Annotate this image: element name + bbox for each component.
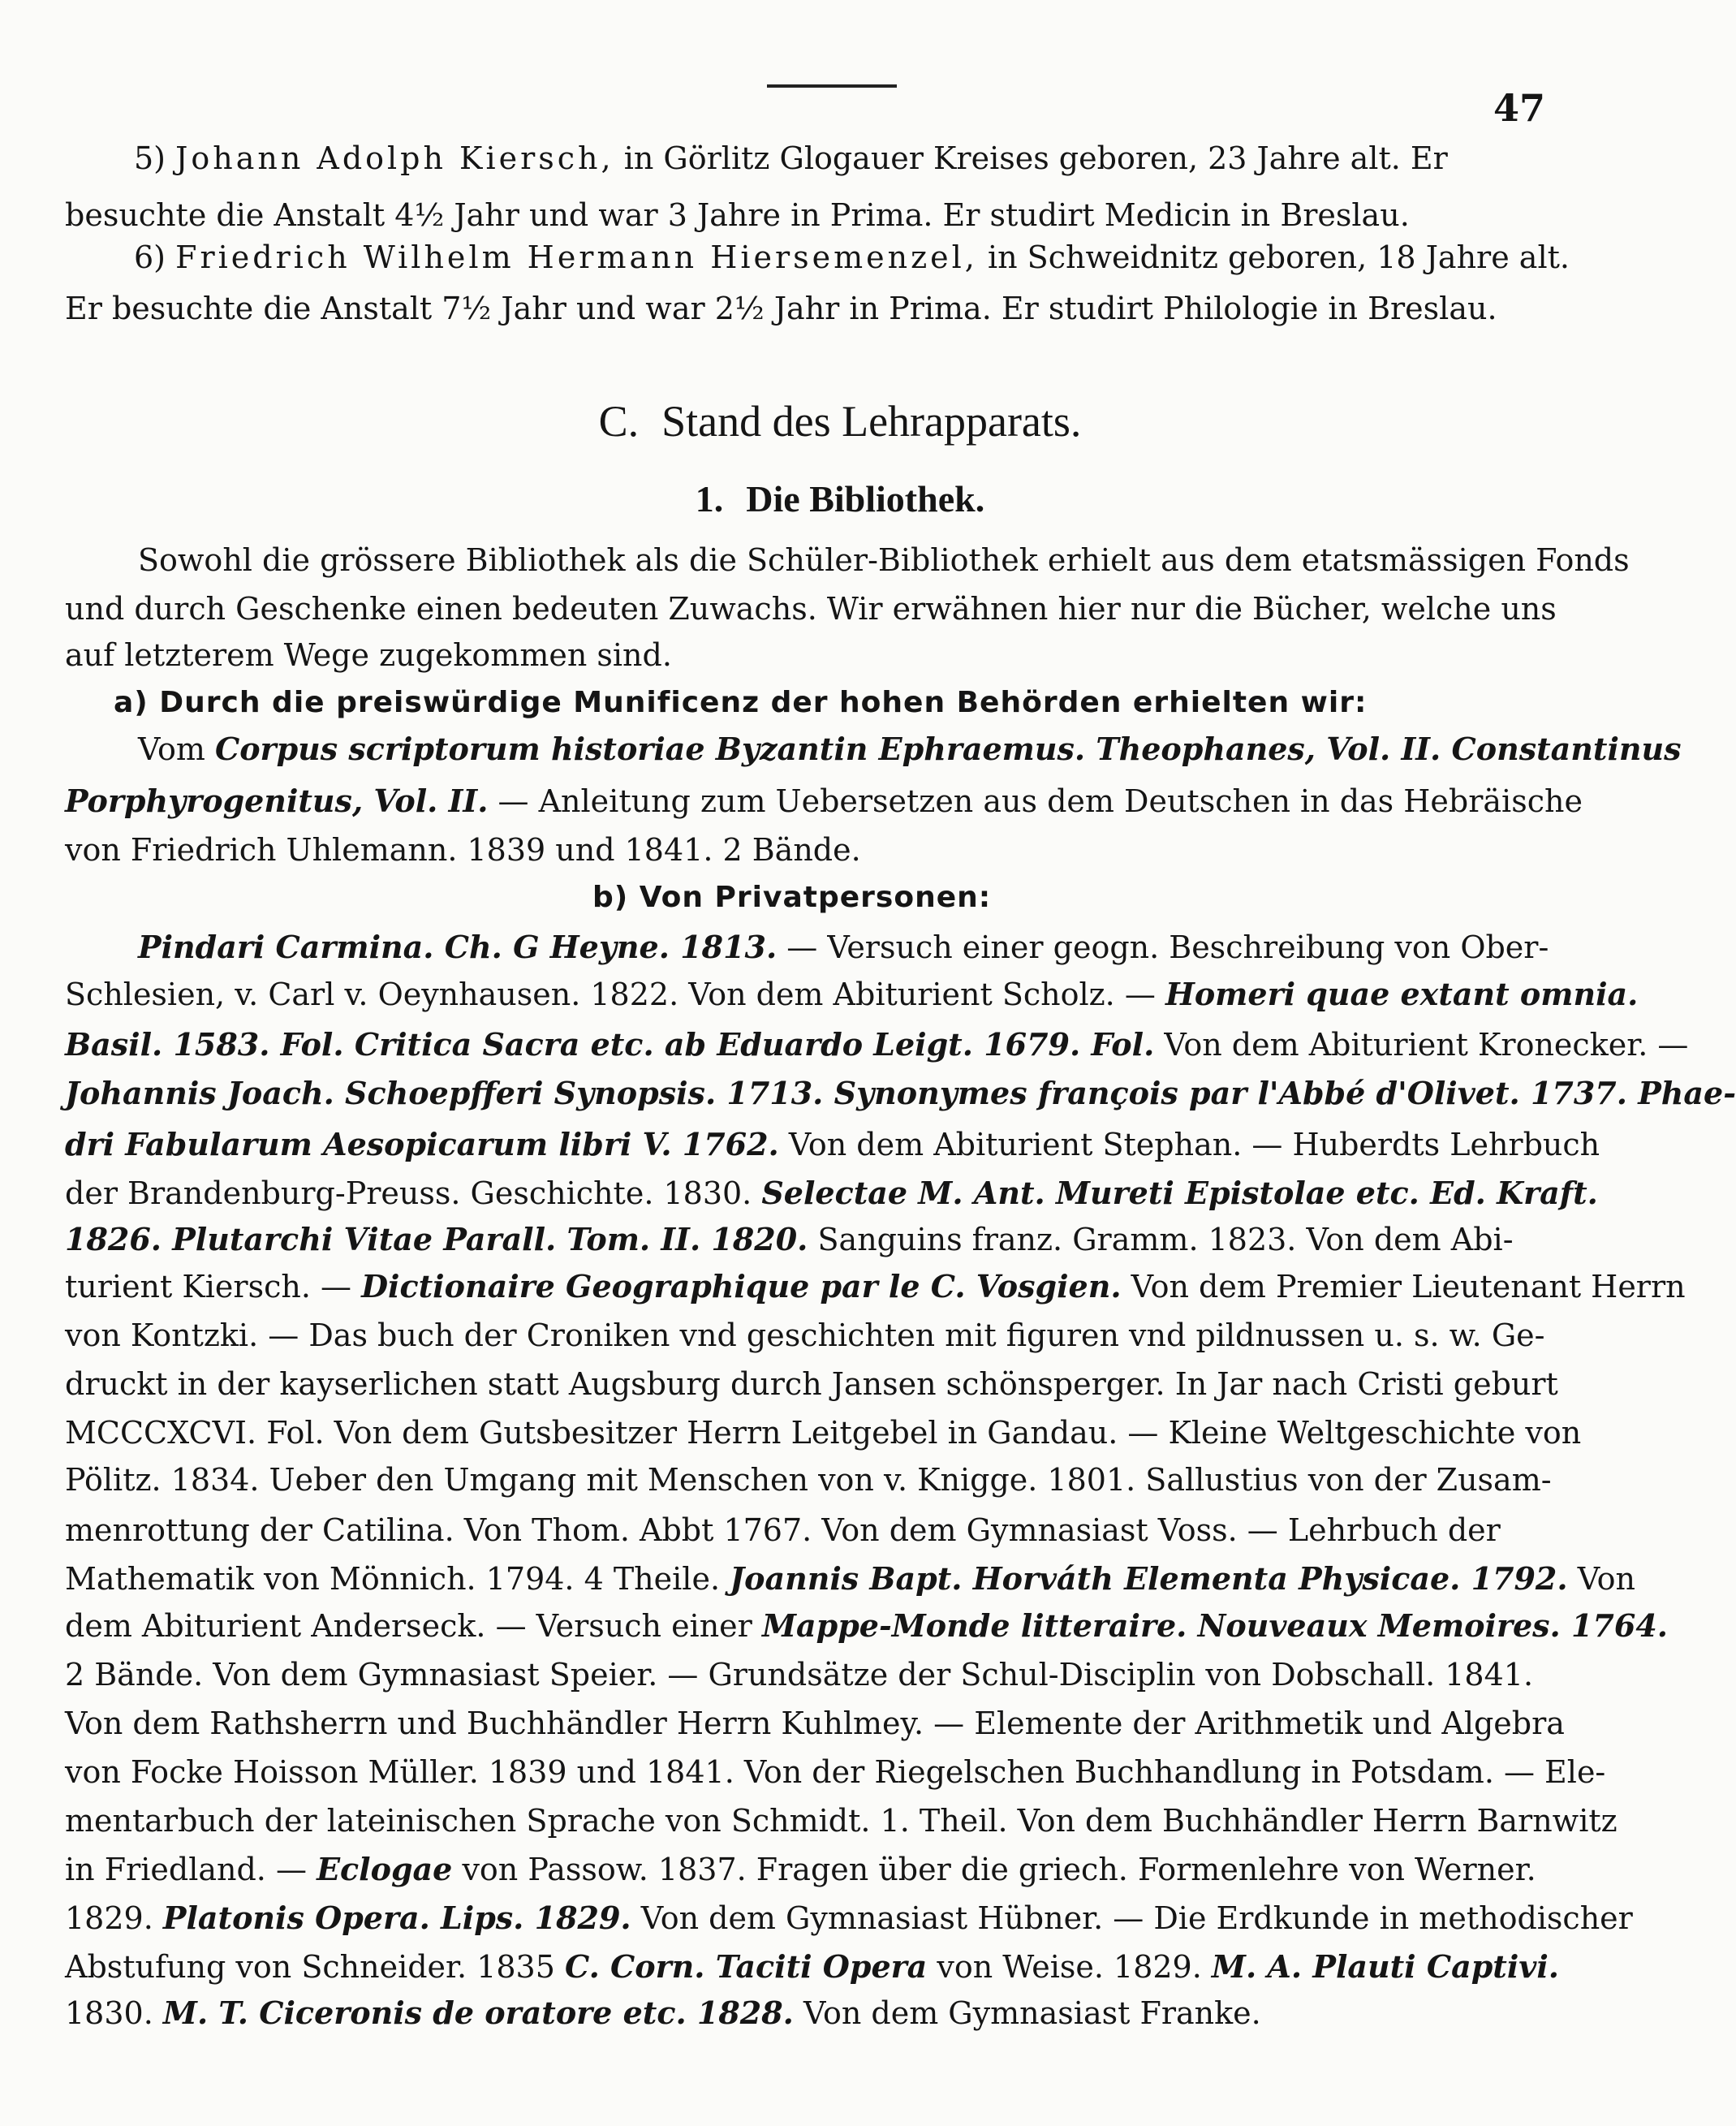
intro-line-2: und durch Geschenke einen bedeuten Zuwachs. Wir erwähnen hier nur die Bücher, welche uns bbox=[65, 591, 1557, 627]
part-a-line-2: Porphyrogenitus, Vol. II. — Anleitung zum Uebersetzen aus dem Deutschen in das Hebräische bbox=[65, 783, 1583, 819]
part-b-line-14: Mathematik von Mönnich. 1794. 4 Theile. Joannis Bapt. Horváth Elementa Physicae. 1792. Von bbox=[65, 1560, 1635, 1597]
intro-line-3: auf letzterem Wege zugekommen sind. bbox=[65, 637, 672, 673]
part-b-line-19: mentarbuch der lateinischen Sprache von Schmidt. 1. Theil. Von dem Buchhändler Herrn Barnwitz bbox=[65, 1803, 1618, 1839]
part-b-line-15: dem Abiturient Anderseck. — Versuch einer Mappe-Monde litteraire. Nouveaux Memoires. 1764. bbox=[65, 1607, 1668, 1644]
part-b-line-5: dri Fabularum Aesopicarum libri V. 1762. Von dem Abiturient Stephan. — Huberdts Lehrbuch bbox=[65, 1126, 1600, 1162]
part-b-line-11: MCCCXCVI. Fol. Von dem Gutsbesitzer Herrn Leitgebel in Gandau. — Kleine Weltgeschichte von bbox=[65, 1415, 1582, 1451]
entry-6-line-2: Er besuchte die Anstalt 7½ Jahr und war 2½ Jahr in Prima. Er studirt Philologie in Breslau. bbox=[65, 291, 1497, 326]
part-b-line-13: menrottung der Catilina. Von Thom. Abbt 1767. Von dem Gymnasiast Voss. — Lehrbuch der bbox=[65, 1512, 1501, 1548]
part-b-line-10: druckt in der kayserlichen statt Augsburg durch Jansen schönsperger. In Jar nach Cristi geburt bbox=[65, 1366, 1558, 1402]
subsection-heading: 1. Die Bibliothek. bbox=[695, 478, 985, 520]
entry-5-line-1: 5) Johann Adolph Kiersch, in Görlitz Glogauer Kreises geboren, 23 Jahre alt. Er bbox=[134, 140, 1448, 176]
part-b-line-7: 1826. Plutarchi Vitae Parall. Tom. II. 1820. Sanguins franz. Gramm. 1823. Von dem Abi- bbox=[65, 1221, 1514, 1257]
section-heading: C. Stand des Lehrapparats. bbox=[598, 397, 1082, 446]
part-b-line-18: von Focke Hoisson Müller. 1839 und 1841. Von der Riegelschen Buchhandlung in Potsdam. — Ele- bbox=[65, 1754, 1606, 1790]
part-b-line-8: turient Kiersch. — Dictionaire Geographique par le C. Vosgien. Von dem Premier Lieutenant Herrn bbox=[65, 1268, 1686, 1304]
entry-5-name: Johann Adolph Kiersch, bbox=[175, 140, 614, 176]
part-b-line-6: der Brandenburg-Preuss. Geschichte. 1830. Selectae M. Ant. Mureti Epistolae etc. Ed. Kraft. bbox=[65, 1175, 1598, 1211]
part-a-line-3: von Friedrich Uhlemann. 1839 und 1841. 2 Bände. bbox=[65, 832, 861, 868]
part-b-line-3: Basil. 1583. Fol. Critica Sacra etc. ab Eduardo Leigt. 1679. Fol. Von dem Abiturient Kronecker. — bbox=[65, 1026, 1689, 1063]
part-b-line-22: Abstufung von Schneider. 1835 C. Corn. Taciti Opera von Weise. 1829. M. A. Plauti Captivi. bbox=[65, 1948, 1560, 1985]
part-b-line-1: Pindari Carmina. Ch. G Heyne. 1813. — Versuch einer geogn. Beschreibung von Ober- bbox=[138, 929, 1549, 965]
part-b-line-21: 1829. Platonis Opera. Lips. 1829. Von dem Gymnasiast Hübner. — Die Erdkunde in methodischer bbox=[65, 1900, 1633, 1936]
entry-6-line-1: 6) Friedrich Wilhelm Hermann Hiersemenzel, in Schweidnitz geboren, 18 Jahre alt. bbox=[134, 239, 1570, 275]
part-b-line-17: Von dem Rathsherrn und Buchhändler Herrn Kuhlmey. — Elemente der Arithmetik und Algebra bbox=[65, 1706, 1565, 1741]
part-b-heading: b) Von Privatpersonen: bbox=[592, 881, 992, 914]
intro-line-1: Sowohl die grössere Bibliothek als die Schüler-Bibliothek erhielt aus dem etatsmässigen Fonds bbox=[138, 542, 1630, 578]
part-b-line-16: 2 Bände. Von dem Gymnasiast Speier. — Grundsätze der Schul-Disciplin von Dobschall. 1841. bbox=[65, 1657, 1534, 1693]
part-b-line-9: von Kontzki. — Das buch der Croniken vnd geschichten mit figuren vnd pildnussen u. s. w. Ge- bbox=[65, 1317, 1545, 1353]
part-b-line-2: Schlesien, v. Carl v. Oeynhausen. 1822. Von dem Abiturient Scholz. — Homeri quae extant omnia. bbox=[65, 976, 1639, 1012]
page-number: 47 bbox=[1493, 86, 1546, 130]
part-b-line-12: Pölitz. 1834. Ueber den Umgang mit Menschen von v. Knigge. 1801. Sallustius von der Zusam- bbox=[65, 1462, 1552, 1498]
entry-5-line-2: besuchte die Anstalt 4½ Jahr und war 3 Jahre in Prima. Er studirt Medicin in Breslau. bbox=[65, 197, 1410, 233]
entry-6-name: Friedrich Wilhelm Hermann Hiersemenzel, bbox=[175, 239, 978, 275]
part-a-heading: a) Durch die preiswürdige Munificenz der hohen Behörden erhielten wir: bbox=[114, 686, 1368, 719]
part-b-line-23: 1830. M. T. Ciceronis de oratore etc. 1828. Von dem Gymnasiast Franke. bbox=[65, 1994, 1261, 2031]
part-b-line-4: Johannis Joach. Schoepfferi Synopsis. 1713. Synonymes françois par l'Abbé d'Olivet. 1737. Phae- bbox=[65, 1075, 1736, 1111]
part-b-line-20: in Friedland. — Eclogae von Passow. 1837. Fragen über die griech. Formenlehre von Werner. bbox=[65, 1851, 1536, 1887]
top-rule bbox=[767, 84, 897, 88]
part-a-line-1: Vom Corpus scriptorum historiae Byzantin Ephraemus. Theophanes, Vol. II. Constantinus bbox=[138, 731, 1682, 767]
